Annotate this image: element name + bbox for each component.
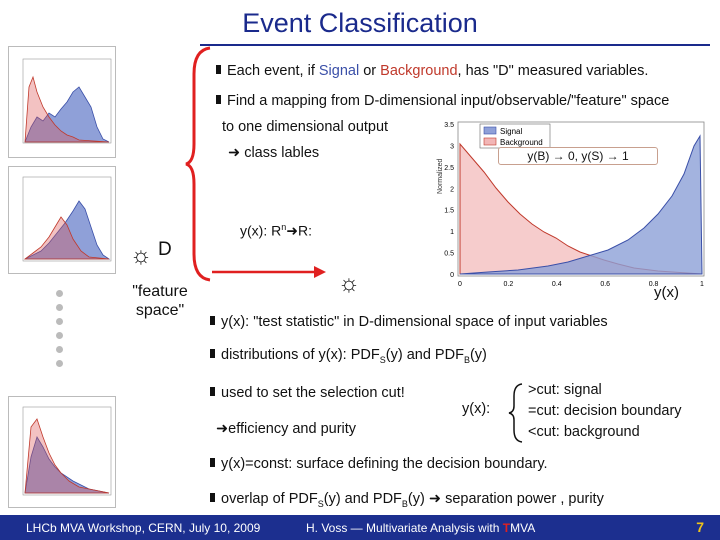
bullet-distributions (210, 347, 487, 365)
bullet-text: Find a mapping from D-dimensional input/observable/"feature" space (227, 93, 670, 109)
y-tick-label: 1 (450, 229, 454, 237)
bullet-text: (y) and PDF (323, 491, 402, 507)
title-underline (200, 44, 710, 46)
output-distribution-chart (428, 114, 710, 298)
thumbnail-histogram-2 (8, 166, 116, 274)
cut-label: y(x): (462, 401, 491, 417)
thumbnail-histogram-3-plot (9, 397, 115, 507)
arrow-right-icon: ➜ (286, 222, 298, 239)
y-tick-label: 1.5 (444, 207, 454, 215)
mapping-target-pill: y(B) → 0, y(S) → 1 (498, 147, 658, 165)
bullet-measured-variables (216, 63, 648, 79)
footer-tmva-text: MVA (510, 521, 536, 535)
subscript-s: S (379, 354, 386, 365)
bullet-marker (210, 493, 215, 502)
mapping-suffix: R: (297, 222, 312, 239)
legend-signal: Signal (500, 127, 523, 136)
d-label: D (158, 239, 172, 260)
footer-middle-text: H. Voss — Multivariate Analysis with (306, 521, 503, 535)
bullet-marker (210, 458, 215, 467)
bullet-decision-surface (210, 456, 548, 472)
feature-space-label: "feature space" (132, 283, 188, 319)
slide-title: Event Classification (242, 8, 478, 38)
bullet-selection-cut (210, 385, 405, 401)
bullet-marker (210, 316, 215, 325)
bullet-marker (216, 65, 221, 74)
y-tick-label: 3 (450, 143, 454, 151)
thumbnail-histogram-2-plot (9, 167, 115, 273)
page-number: 7 (696, 519, 704, 535)
mapping-arrow (210, 262, 330, 282)
bullet-text: (y) and PDF (385, 347, 464, 363)
y-tick-label: 2.5 (444, 164, 454, 172)
sun-icon-left: ☼ (130, 242, 152, 269)
bullet-find-mapping (216, 93, 669, 109)
dot-2 (56, 304, 63, 311)
y-tick-label: 3.5 (444, 122, 454, 129)
x-tick-label: 1 (700, 281, 704, 288)
background-word: Background (380, 63, 458, 79)
bullet-text: (y) (469, 347, 487, 363)
class-labels-line (228, 145, 319, 161)
tmva-t-letter: T (502, 521, 511, 535)
legend-signal-swatch (484, 127, 496, 134)
bullet-marker (210, 387, 215, 396)
cut-brace (508, 382, 524, 444)
thumbnail-histogram-1 (8, 46, 116, 158)
subscript-b: B (401, 498, 408, 509)
signal-word: Signal (318, 63, 360, 79)
subscript-s: S (317, 498, 324, 509)
mapping-continuation: to one dimensional output (222, 119, 389, 135)
thumbnail-histogram-1-plot (9, 47, 115, 157)
dot-5 (56, 346, 63, 353)
bullet-marker (210, 349, 215, 358)
cut-background: <cut: background (528, 424, 640, 440)
legend-background-swatch (484, 138, 496, 145)
dot-1 (56, 290, 63, 297)
class-labels-text: class lables (244, 145, 320, 161)
cut-decision-boundary: =cut: decision boundary (528, 403, 682, 419)
sun-icon-right: ☼ (338, 270, 360, 297)
yx-axis-label: y(x) (654, 284, 679, 301)
legend-background: Background (500, 138, 543, 147)
y-tick-label: 0 (450, 272, 454, 279)
x-tick-label: 0.4 (551, 281, 562, 288)
bullet-text: separation power , purity (445, 491, 604, 507)
arrow-right-icon: ➜ (424, 491, 446, 507)
x-tick-label: 0 (458, 281, 462, 288)
footer-left: LHCb MVA Workshop, CERN, July 10, 2009 (26, 521, 261, 535)
x-tick-label: 0.2 (503, 281, 514, 288)
y-tick-label: 2 (450, 186, 454, 194)
cut-signal: >cut: signal (528, 382, 602, 398)
mapping-superscript: n (281, 222, 287, 232)
x-tick-label: 0.8 (648, 281, 659, 288)
mapping-label-text: y(x): R (240, 222, 282, 239)
dot-4 (56, 332, 63, 339)
bullet-marker (216, 95, 221, 104)
dot-3 (56, 318, 63, 325)
bullet-overlap (210, 491, 604, 509)
y-tick-label: 0.5 (444, 250, 454, 258)
bullet-text: y(x): "test statistic" in D-dimensional space of input variables (221, 314, 608, 330)
bullet-text: , has "D" measured variables. (457, 63, 649, 79)
ellipsis-dots (56, 290, 63, 374)
subscript-b: B (463, 354, 470, 365)
bullet-text: (y) (407, 491, 425, 507)
red-brace (184, 44, 214, 284)
footer-middle (306, 521, 535, 535)
bullet-text: used to set the selection cut! (221, 385, 405, 401)
efficiency-purity-line (216, 421, 356, 437)
bullet-text: distributions of y(x): PDF (221, 347, 380, 363)
efficiency-purity-text: efficiency and purity (228, 421, 357, 437)
bullet-text: Each event, if (227, 63, 319, 79)
mapping-label (240, 222, 312, 240)
x-tick-label: 0.6 (600, 281, 611, 288)
bullet-text: overlap of PDF (221, 491, 318, 507)
arrow-right-icon: ➜ (216, 421, 229, 437)
chart-ylabel: Normalized (437, 158, 444, 194)
bullet-text: y(x)=const: surface defining the decision boundary. (221, 456, 548, 472)
bullet-test-statistic (210, 314, 608, 330)
arrow-right-icon: ➜ (228, 145, 245, 161)
thumbnail-histogram-3 (8, 396, 116, 508)
dot-6 (56, 360, 63, 367)
bullet-text: or (359, 63, 381, 79)
